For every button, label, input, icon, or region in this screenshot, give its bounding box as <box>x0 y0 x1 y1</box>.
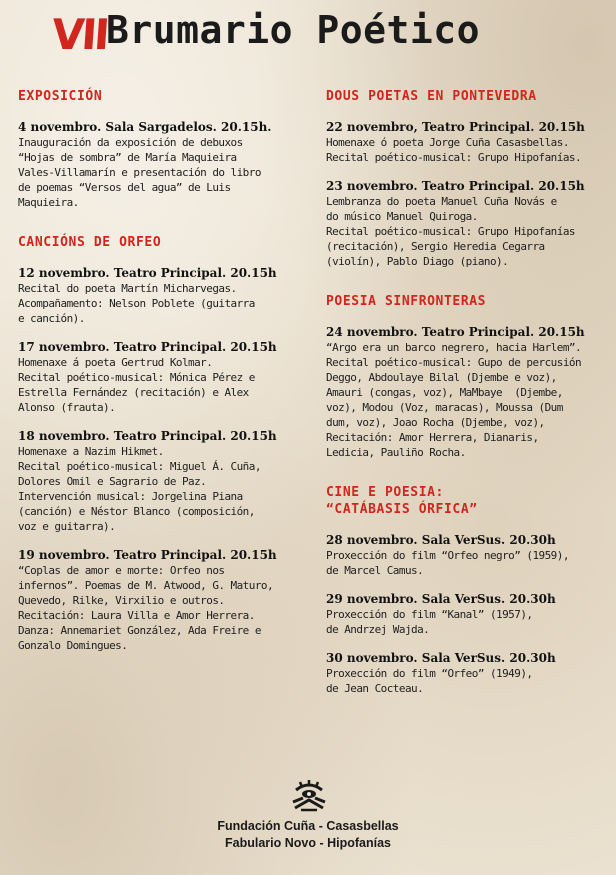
section-title-line: DOUS POETAS EN PONTEVEDRA <box>326 89 537 104</box>
footer-organizers <box>0 818 616 852</box>
event-entry <box>326 592 610 637</box>
event-entry <box>18 548 310 653</box>
event-description-line: Recital poético-musical: Grupo Hipofanías <box>326 225 575 238</box>
event-description-line: Danza: Annemariet González, Ada Freire e <box>18 624 261 637</box>
section-title-line: CINE E POESIA: <box>326 485 444 500</box>
hipofanias-logo-icon <box>289 778 329 812</box>
event-entry <box>326 533 610 578</box>
event-description-line: Homenaxe a Nazim Hikmet. <box>18 445 164 458</box>
event-description-line: dum, voz), Joao Rocha (Djembe, voz), <box>326 416 545 429</box>
event-description-line: de Marcel Camus. <box>326 564 424 577</box>
section-title-line: “CATÁBASIS ÓRFICA” <box>326 502 478 517</box>
program-section <box>326 88 610 269</box>
program-section <box>18 88 310 210</box>
event-date-venue: 24 novembro. Teatro Principal. 20.15h <box>326 325 585 339</box>
event-entry <box>326 325 610 460</box>
event-date-venue: 30 novembro. Sala VerSus. 20.30h <box>326 651 556 665</box>
event-description-line: Gonzalo Domingues. <box>18 639 128 652</box>
event-entry <box>18 120 310 210</box>
right-column <box>326 88 610 710</box>
event-description-line: Homenaxe á poeta Gertrud Kolmar. <box>18 356 213 369</box>
section-title <box>18 234 310 251</box>
event-description-line: Alonso (frauta). <box>18 401 116 414</box>
event-entry <box>326 120 610 165</box>
event-description-line: Recitación: Amor Herrera, Dianaris, <box>326 431 539 444</box>
event-date-venue: 28 novembro. Sala VerSus. 20.30h <box>326 533 556 547</box>
poster-header <box>0 6 616 64</box>
event-description-line: Proxección do film “Orfeo negro” (1959), <box>326 549 569 562</box>
event-description-line: Dolores Omil e Sagrario de Paz. <box>18 475 207 488</box>
event-description-line: Recital poético-musical: Gupo de percusión <box>326 356 582 369</box>
event-description-line: Quevedo, Rilke, Virxilio e outros. <box>18 594 225 607</box>
section-title-line: EXPOSICIÓN <box>18 89 103 104</box>
section-spacer <box>326 283 610 293</box>
edition-numeral: VII <box>50 10 109 59</box>
event-description-line: Maquieira. <box>18 196 79 209</box>
event-date-venue: 17 novembro. Teatro Principal. 20.15h <box>18 340 277 354</box>
event-entry <box>18 340 310 415</box>
event-description-line: Proxección do film “Kanal” (1957), <box>326 608 533 621</box>
event-date-venue: 19 novembro. Teatro Principal. 20.15h <box>18 548 277 562</box>
event-description-line: e canción). <box>18 312 85 325</box>
program-section <box>326 293 610 460</box>
footer-line-1: Fundación Cuña - Casasbellas <box>217 819 399 833</box>
section-title <box>326 88 610 105</box>
event-description-line: Recital poético-musical: Grupo Hipofanías. <box>326 151 582 164</box>
event-description-line: Homenaxe ó poeta Jorge Cuña Casasbellas. <box>326 136 569 149</box>
event-description-line: de Andrzej Wajda. <box>326 623 430 636</box>
event-description-line: voz e guitarra). <box>18 520 116 533</box>
event-description-line: do músico Manuel Quiroga. <box>326 210 478 223</box>
event-description-line: de poemas “Versos del agua” de Luis <box>18 181 231 194</box>
program-section <box>326 484 610 696</box>
event-date-venue: 23 novembro. Teatro Principal. 20.15h <box>326 179 585 193</box>
section-title-line: POESIA SINFRONTERAS <box>326 294 487 309</box>
event-description-line: Recital poético-musical: Miguel Á. Cuña, <box>18 460 261 473</box>
event-description-line: voz), Modou (Voz, maracas), Moussa (Dum <box>326 401 563 414</box>
event-description-line: “Argo era un barco negrero, hacia Harlem”. <box>326 341 582 354</box>
program-section <box>18 234 310 653</box>
event-entry <box>18 429 310 534</box>
event-description-line: infernos”. Poemas de M. Atwood, G. Maturo, <box>18 579 274 592</box>
event-description-line: Recitación: Laura Villa e Amor Herrera. <box>18 609 255 622</box>
event-description-line: (recitación), Sergio Heredia Cegarra <box>326 240 545 253</box>
left-column <box>18 88 310 667</box>
event-date-venue: 12 novembro. Teatro Principal. 20.15h <box>18 266 277 280</box>
event-description-line: de Jean Cocteau. <box>326 682 424 695</box>
event-date-venue: 4 novembro. Sala Sargadelos. 20.15h. <box>18 120 272 134</box>
event-date-venue: 18 novembro. Teatro Principal. 20.15h <box>18 429 277 443</box>
event-description-line: Proxección do film “Orfeo” (1949), <box>326 667 533 680</box>
poster-title: Brumario Poético <box>106 8 481 52</box>
section-spacer <box>326 474 610 484</box>
section-spacer <box>18 224 310 234</box>
event-entry <box>326 651 610 696</box>
event-description-line: Estrella Fernández (recitación) e Alex <box>18 386 249 399</box>
event-description-line: (canción) e Néstor Blanco (composición, <box>18 505 255 518</box>
event-entry <box>326 179 610 269</box>
event-description-line: Inauguración da exposición de debuxos <box>18 136 243 149</box>
event-description-line: Ledicia, Pauliño Rocha. <box>326 446 466 459</box>
event-description-line: Intervención musical: Jorgelina Piana <box>18 490 243 503</box>
event-description-line: Deggo, Abdoulaye Bilal (Djembe e voz), <box>326 371 557 384</box>
event-description-line: (violín), Pablo Diago (piano). <box>326 255 509 268</box>
section-title <box>18 88 310 105</box>
event-description-line: Lembranza do poeta Manuel Cuña Novás e <box>326 195 557 208</box>
section-title <box>326 293 610 310</box>
event-description-line: “Coplas de amor e morte: Orfeo nos <box>18 564 225 577</box>
footer-line-2: Fabulario Novo - Hipofanías <box>225 836 391 850</box>
section-title <box>326 484 610 518</box>
event-description-line: Vales-Villamarín e presentación do libro <box>18 166 261 179</box>
event-date-venue: 22 novembro, Teatro Principal. 20.15h <box>326 120 585 134</box>
event-description-line: Recital do poeta Martín Micharvegas. <box>18 282 237 295</box>
event-description-line: Recital poético-musical: Mónica Pérez e <box>18 371 255 384</box>
event-description-line: Amauri (congas, voz), MaMbaye (Djembe, <box>326 386 563 399</box>
event-description-line: “Hojas de sombra” de María Maquieira <box>18 151 237 164</box>
event-entry <box>18 266 310 326</box>
section-title-line: CANCIÓNS DE ORFEO <box>18 235 162 250</box>
event-description-line: Acompañamento: Nelson Poblete (guitarra <box>18 297 255 310</box>
event-date-venue: 29 novembro. Sala VerSus. 20.30h <box>326 592 556 606</box>
